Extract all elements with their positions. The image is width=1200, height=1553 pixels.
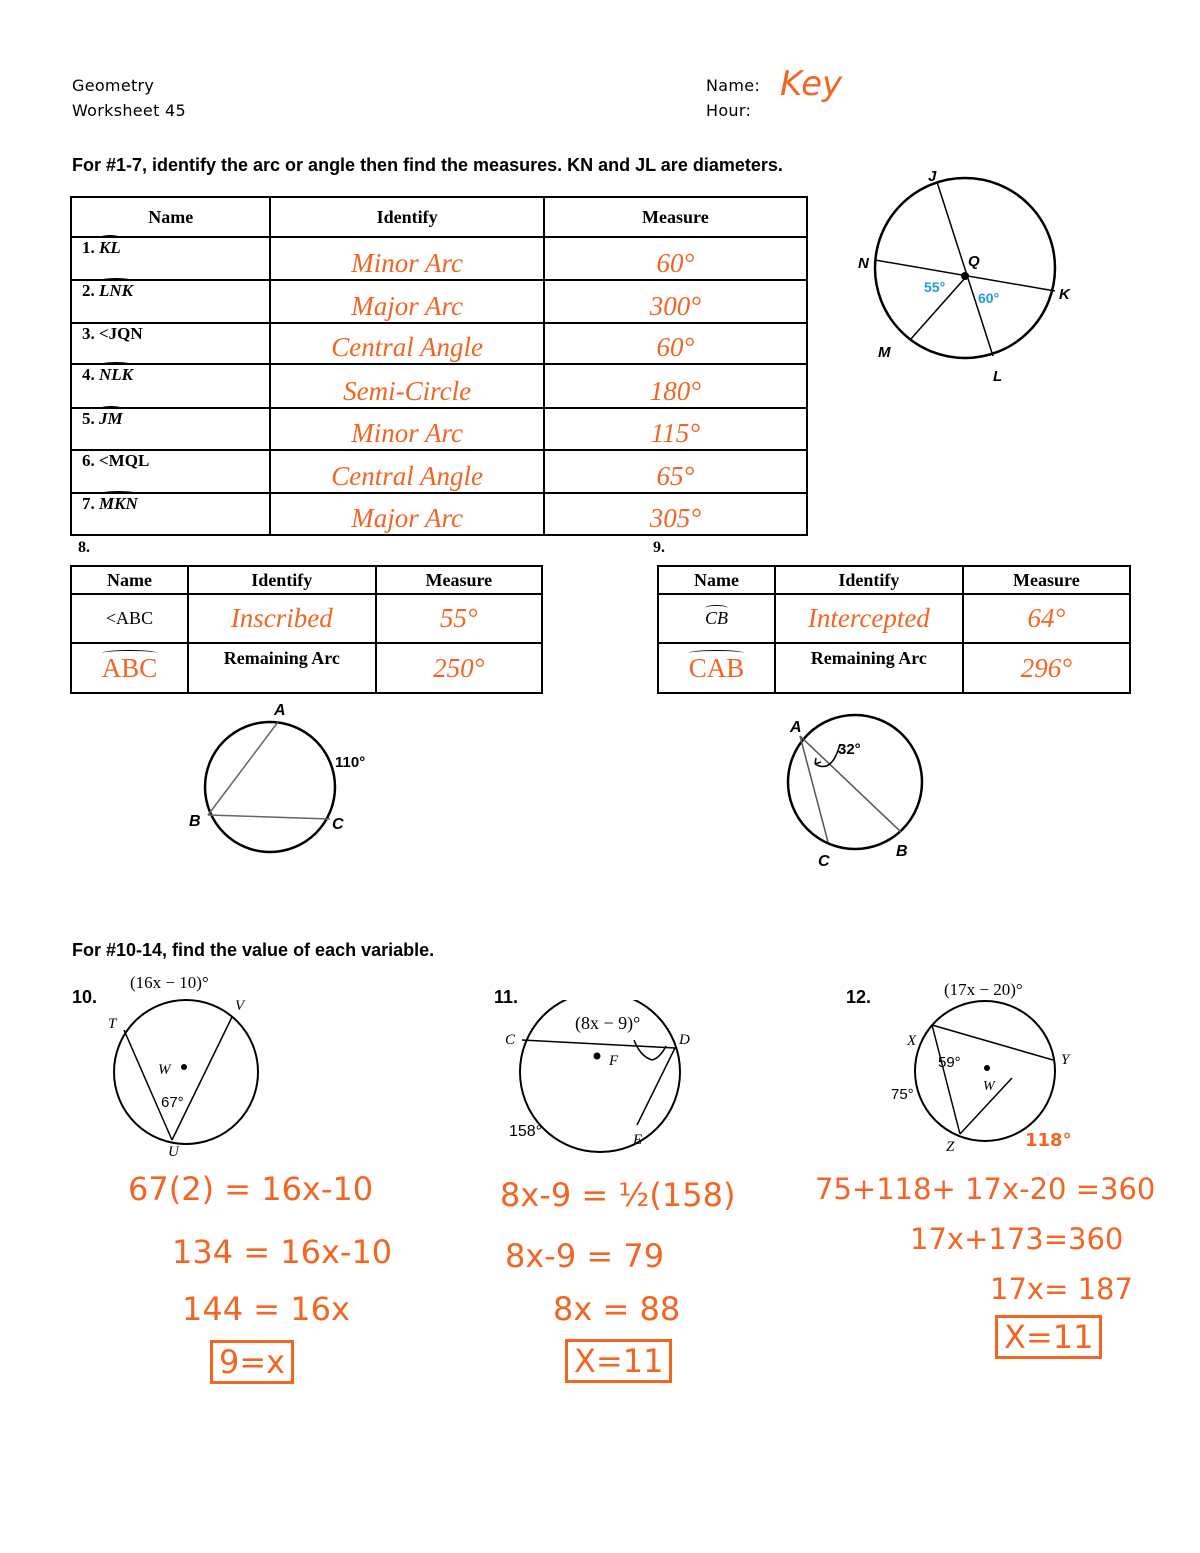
identify-answer: Central Angle [270, 323, 543, 364]
measure-answer: 300° [544, 280, 807, 323]
table-row [71, 594, 542, 643]
answer-box: X=11 [995, 1315, 1102, 1359]
arc-110: 110° [335, 754, 366, 771]
angle-name: <ABC [71, 594, 188, 643]
measure-answer: 64° [963, 594, 1130, 643]
angle-60: 60° [978, 290, 1000, 306]
problem-12-arc-expression: (17x − 20)° [944, 980, 1023, 999]
identify-answer: Intercepted [775, 594, 963, 643]
worksheet-title: Worksheet 45 [72, 101, 186, 120]
label-b: B [189, 813, 201, 830]
identify-answer: Minor Arc [270, 408, 543, 450]
arc-158: 158° [509, 1123, 543, 1140]
table-row [658, 643, 1130, 693]
table-row: 2. LNK Major Arc 300° [71, 280, 807, 323]
problem-10-number: 10. [72, 987, 98, 1007]
col-identify: Identify [775, 566, 963, 594]
problem-8-diagram [180, 695, 390, 885]
arc-name: KL [99, 238, 121, 257]
work-line: 134 = 16x-10 [172, 1233, 393, 1271]
col-identify: Identify [270, 197, 543, 237]
col-identify: Identify [188, 566, 376, 594]
measure-answer: 60° [544, 323, 807, 364]
label-z: Z [946, 1139, 955, 1155]
label-j: J [928, 168, 937, 185]
measure-answer: 180° [544, 364, 807, 408]
table-row: 7. MKN Major Arc 305° [71, 493, 807, 535]
table-row: 3. <JQN Central Angle 60° [71, 323, 807, 364]
work-line: 75+118+ 17x-20 =360 [815, 1172, 1156, 1206]
name-value: Key [780, 64, 843, 104]
table-row [658, 594, 1130, 643]
col-name: Name [71, 197, 270, 237]
work-line: 8x = 88 [553, 1290, 681, 1328]
problem-10-diagram [100, 990, 275, 1160]
arc-name: MKN [99, 494, 138, 513]
problem-8-table [70, 565, 543, 694]
label-b: B [896, 843, 908, 860]
angle-name: <MQL [99, 451, 150, 470]
instruction-1: For #1-7, identify the arc or angle then find the measures. KN and JL are diameters. [72, 155, 783, 175]
work-line: 144 = 16x [182, 1290, 350, 1328]
label-v: V [235, 998, 245, 1014]
work-line: 67(2) = 16x-10 [128, 1170, 374, 1208]
col-measure: Measure [376, 566, 542, 594]
col-measure: Measure [963, 566, 1130, 594]
problem-10-arc-expression: (16x − 10)° [130, 973, 209, 992]
label-y: Y [1061, 1052, 1070, 1068]
identify-label: Remaining Arc [188, 643, 376, 693]
arc-75: 75° [891, 1086, 914, 1103]
label-l: L [993, 368, 1003, 385]
table-row: 1. KL Minor Arc 60° [71, 237, 807, 280]
problem-11-number: 11. [494, 987, 519, 1007]
problem-9-table [657, 565, 1131, 694]
label-a: A [274, 702, 286, 719]
arc-name: ABC [101, 652, 158, 683]
problem-11-angle-expression: (8x − 9)° [575, 1013, 641, 1033]
identify-answer: Semi-Circle [270, 364, 543, 408]
angle-59: 59° [938, 1054, 961, 1071]
table-row: 6. <MQL Central Angle 65° [71, 450, 807, 493]
label-e: E [633, 1132, 643, 1148]
work-line: 17x+173=360 [910, 1222, 1124, 1256]
measure-answer: 296° [963, 643, 1130, 693]
identify-answer: Major Arc [270, 280, 543, 323]
angle-32: 32° [838, 741, 861, 758]
label-w: W [983, 1079, 995, 1094]
answer-box: 9=x [210, 1340, 294, 1384]
problem-8-number: 8. [78, 539, 90, 556]
col-name: Name [71, 566, 188, 594]
arc-name: CB [704, 608, 728, 628]
table-row: 4. NLK Semi-Circle 180° [71, 364, 807, 408]
instruction-2: For #10-14, find the value of each variable. [72, 940, 435, 960]
answer-box: X=11 [565, 1339, 672, 1383]
label-m: M [878, 344, 891, 361]
problem-12-number: 12. [846, 987, 872, 1007]
arc-name: CAB [688, 652, 745, 683]
label-k: K [1059, 286, 1070, 303]
arcs-table [70, 196, 808, 536]
table-row [71, 643, 542, 693]
identify-label: Remaining Arc [775, 643, 963, 693]
work-line: 17x= 187 [990, 1272, 1133, 1306]
identify-answer: Central Angle [270, 450, 543, 493]
identify-answer: Major Arc [270, 493, 543, 535]
identify-answer: Minor Arc [270, 237, 543, 280]
label-w: W [158, 1062, 171, 1078]
label-a: A [790, 719, 802, 736]
hour-label: Hour: [706, 101, 752, 120]
label-d: D [679, 1032, 690, 1048]
measure-answer: 305° [544, 493, 807, 535]
label-u: U [168, 1144, 179, 1160]
arc-118-annotation: 118° [1025, 1130, 1072, 1151]
angle-name: <JQN [99, 324, 143, 343]
label-f: F [609, 1053, 619, 1069]
measure-answer: 55° [376, 594, 542, 643]
diameter-circle-diagram [850, 165, 1090, 390]
course-title: Geometry [72, 76, 155, 95]
label-t: T [108, 1016, 117, 1032]
label-q: Q [968, 253, 980, 270]
label-x: X [907, 1033, 917, 1049]
problem-9-diagram [780, 710, 960, 880]
col-measure: Measure [544, 197, 807, 237]
label-c: C [818, 853, 830, 870]
arc-name: NLK [99, 365, 133, 384]
label-c: C [332, 816, 344, 833]
label-n: N [858, 255, 869, 272]
angle-55: 55° [924, 279, 946, 295]
measure-answer: 60° [544, 237, 807, 280]
work-line: 8x-9 = ½(158) [500, 1176, 736, 1214]
problem-9-number: 9. [653, 539, 665, 556]
name-label: Name: [706, 76, 761, 95]
angle-67: 67° [161, 1094, 184, 1111]
measure-answer: 65° [544, 450, 807, 493]
col-name: Name [658, 566, 775, 594]
table-row: 5. JM Minor Arc 115° [71, 408, 807, 450]
arc-name: LNK [99, 281, 133, 300]
problem-12-diagram [885, 998, 1085, 1158]
identify-answer: Inscribed [188, 594, 376, 643]
measure-answer: 115° [544, 408, 807, 450]
work-line: 8x-9 = 79 [505, 1237, 665, 1275]
label-c: C [505, 1032, 516, 1048]
measure-answer: 250° [376, 643, 542, 693]
arc-name: JM [99, 409, 123, 428]
